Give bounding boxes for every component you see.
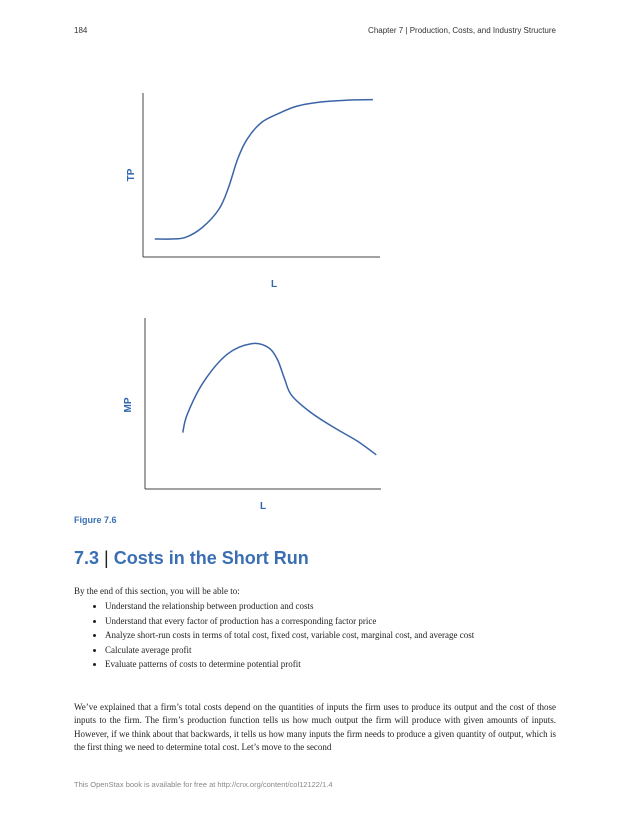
section-title-text: Costs in the Short Run bbox=[113, 548, 309, 568]
mp-chart bbox=[0, 312, 630, 512]
objective-item: • Understand that every factor of production has a corresponding factor price bbox=[105, 614, 525, 629]
objective-item: • Understand the relationship between production and costs bbox=[105, 599, 525, 614]
mp-curve bbox=[183, 343, 376, 454]
page-footer: This OpenStax book is available for free at http://cnx.org/content/col12122/1.4 bbox=[74, 780, 333, 789]
objectives-list bbox=[74, 599, 525, 672]
chapter-running-header: Chapter 7 | Production, Costs, and Industry Structure bbox=[368, 26, 556, 35]
page-number: 184 bbox=[74, 26, 88, 35]
body-paragraph: We’ve explained that a firm’s total costs depend on the quantities of inputs the firm uses to produce its output and the cost of those inputs to the firm. The firm’s production function tells us how much output the firm will produce with given amounts of inputs. However, if we think about that backwards, it tells us how many inputs the firm needs to produce a given quantity of output, which is the first thing we need to determine total cost. Let’s move to the second bbox=[74, 702, 556, 752]
objective-item: • Calculate average profit bbox=[105, 643, 525, 658]
tp-y-axis-label: TP bbox=[126, 168, 137, 182]
objective-item: • Evaluate patterns of costs to determine potential profit bbox=[105, 657, 525, 672]
section-separator: | bbox=[104, 548, 109, 568]
tp-x-axis-label: L bbox=[270, 279, 278, 290]
objectives-intro: By the end of this section, you will be able to: bbox=[74, 586, 240, 596]
tp-curve bbox=[155, 100, 373, 239]
tp-chart bbox=[0, 85, 630, 295]
section-number: 7.3 bbox=[74, 548, 100, 568]
objective-item: • Analyze short-run costs in terms of total cost, fixed cost, variable cost, marginal cost, and average cost bbox=[105, 628, 525, 643]
mp-x-axis-label: L bbox=[259, 501, 267, 512]
mp-y-axis-label: MP bbox=[123, 397, 134, 413]
figure-caption: Figure 7.6 bbox=[74, 515, 117, 525]
section-heading bbox=[74, 548, 309, 569]
